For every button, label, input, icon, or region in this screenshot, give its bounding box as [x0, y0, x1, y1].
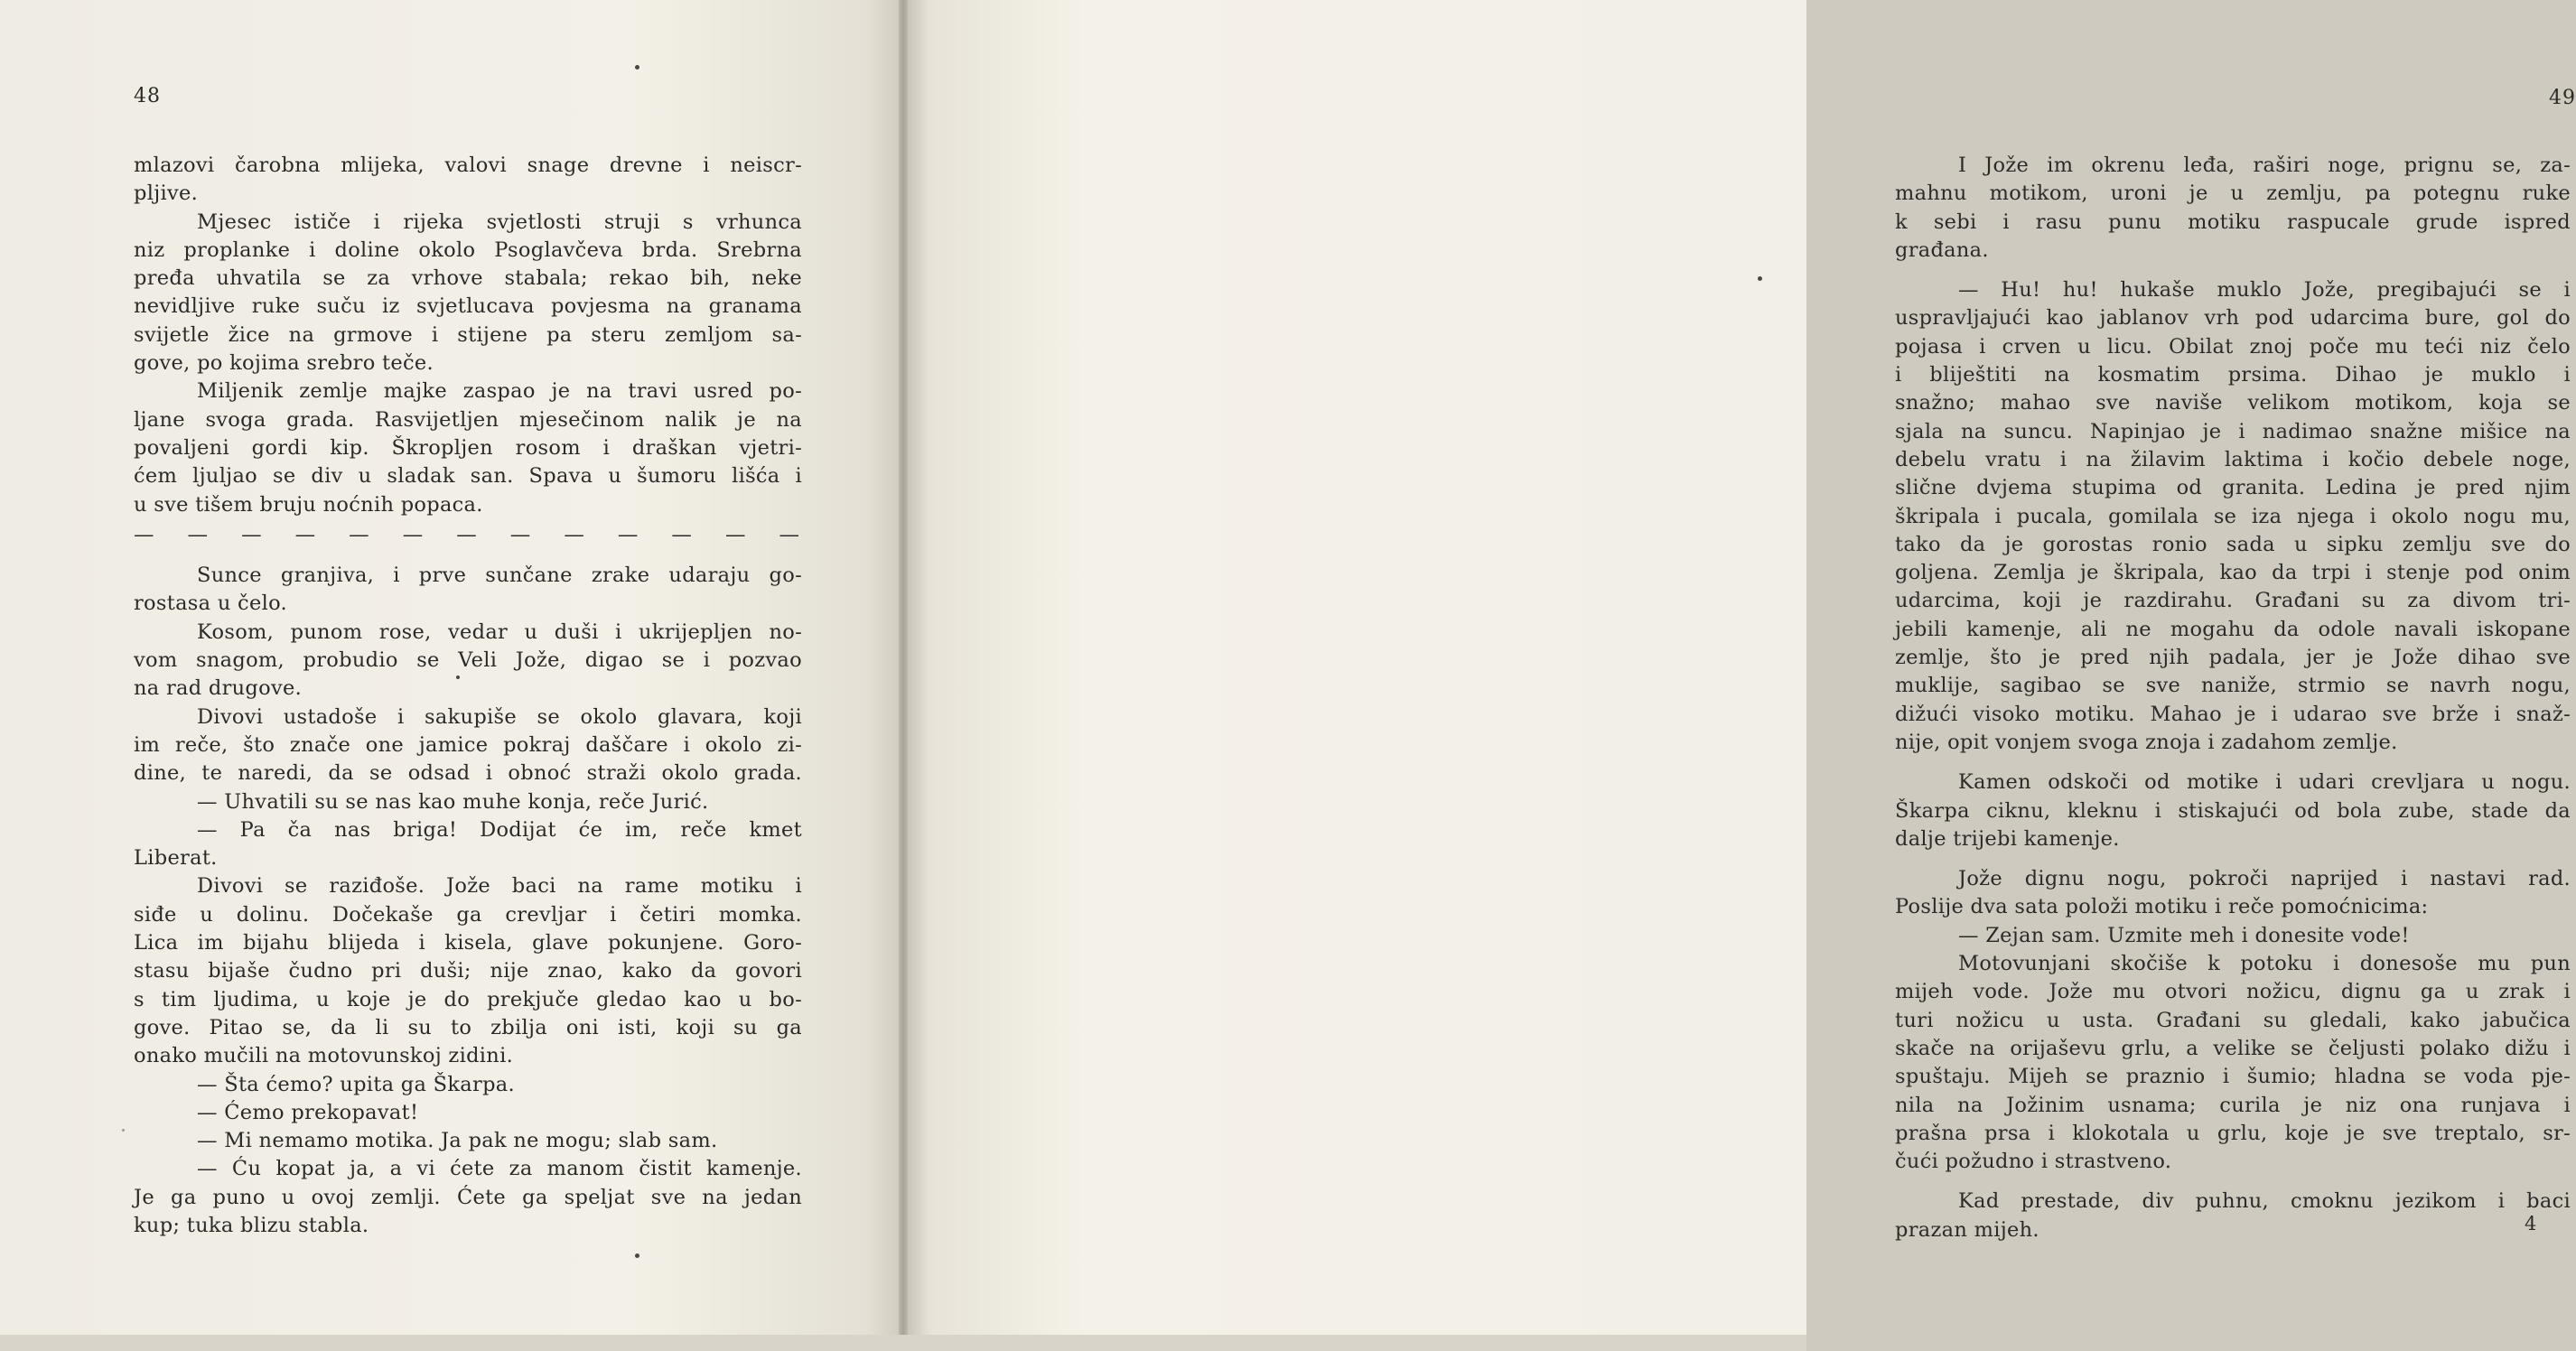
- text-line: siđe u dolinu. Dočekaše ga crevljar i četiri momka.: [134, 902, 802, 927]
- text-line: nevidljive ruke suču iz svjetlucava povjesma na granama: [134, 294, 802, 319]
- text-line: s tim ljudima, u koje je do prekjuče gledao kao u bo-: [134, 987, 802, 1011]
- text-line: — Šta ćemo? upita ga Škarpa.: [197, 1072, 515, 1096]
- text-line: pljive.: [134, 182, 199, 206]
- text-line: Lica im bijahu blijeda i kisela, glave pokunjene. Goro-: [134, 931, 802, 955]
- text-line: Kad prestade, div puhnu, cmoknu jezikom i baci: [1958, 1189, 2571, 1214]
- text-line: Liberat.: [134, 846, 218, 871]
- section-separator: — — — — — — — — — — — — —: [134, 522, 802, 546]
- text-line: ćem ljuljao se div u sladak san. Spava u šumoru lišća i: [134, 464, 802, 489]
- text-line: Jože dignu nogu, pokroči naprijed i nastavi rad.: [1958, 867, 2571, 891]
- text-line: k sebi i rasu punu motiku raspucale grude ispred: [1895, 210, 2571, 234]
- text-line: u sve tišem bruju noćnih popaca.: [134, 492, 483, 517]
- text-line: dalje trijebi kamenje.: [1895, 826, 2120, 851]
- text-line: Kosom, punom rose, vedar u duši i ukrijepljen no-: [197, 620, 802, 644]
- text-line: — Pa ča nas briga! Dodijat će im, reče kmet: [197, 817, 802, 842]
- text-line: nila na Jožinim usnama; curila je niz ona runjava i: [1895, 1093, 2571, 1117]
- book-gutter: [899, 0, 908, 1351]
- text-line: — Uhvatili su se nas kao muhe konja, reče Jurić.: [197, 789, 709, 814]
- text-line: prazan mijeh.: [1895, 1217, 2039, 1242]
- text-line: Miljenik zemlje majke zaspao je na travi usred po-: [197, 379, 802, 404]
- text-line: rostasa u čelo.: [134, 592, 287, 616]
- text-line: spuštaju. Mijeh se praznio i šumio; hladna se voda pje-: [1895, 1065, 2571, 1089]
- text-line: ljane svoga grada. Rasvijetljen mjesečinom nalik je na: [134, 407, 802, 432]
- text-line: nije, opit vonjem svoga znoja i zadahom zemlje.: [1895, 730, 2398, 754]
- text-line: — Hu! hu! hukaše muklo Jože, pregibajući se i: [1958, 278, 2571, 303]
- text-line: gove, po kojima srebro teče.: [134, 351, 434, 376]
- text-line: dine, te naredi, da se odsad i obnoć straži okolo grada.: [134, 761, 802, 786]
- text-line: I Jože im okrenu leđa, raširi noge, prignu se, za-: [1958, 154, 2571, 177]
- text-line: mijeh vode. Jože mu otvori nožicu, dignu ga u zrak i: [1895, 980, 2571, 1004]
- right-page: [903, 0, 2576, 1351]
- text-line: Mjesec ističe i rijeka svjetlosti struji s vrhunca: [197, 210, 802, 234]
- text-line: Poslije dva sata položi motiku i reče pomoćnicima:: [1895, 895, 2429, 919]
- text-line: debelu vratu i na žilavim laktima i kočio debele noge,: [1895, 447, 2571, 471]
- text-line: mahnu motikom, uroni je u zemlju, pa potegnu ruke: [1895, 182, 2571, 206]
- text-line: — Mi nemamo motika. Ja pak ne mogu; slab sam.: [197, 1129, 718, 1153]
- text-line: čući požudno i strastveno.: [1895, 1150, 2172, 1174]
- text-line: turi nožicu u usta. Građani su gledali, kako jabučica: [1895, 1008, 2571, 1032]
- text-line: svijetle žice na grmove i stijene pa steru zemljom sa-: [134, 322, 802, 347]
- text-line: onako mučili na motovunskoj zidini.: [134, 1044, 514, 1068]
- text-line: Kamen odskoči od motike i udari crevljara u nogu.: [1958, 770, 2571, 795]
- text-line: Divovi ustadoše i sakupiše se okolo glavara, koji: [197, 704, 802, 729]
- text-line: gove. Pitao se, da li su to zbilja oni isti, koji su ga: [134, 1015, 802, 1039]
- text-line: škripala i pucala, gomilala se iza njega i okolo nogu mu,: [1895, 504, 2571, 528]
- signature-mark: 4: [2525, 1213, 2538, 1235]
- text-line: — Ću kopat ja, a vi ćete za manom čistit kamenje.: [197, 1157, 802, 1181]
- text-line: snažno; mahao sve naviše velikom motikom, koja se: [1895, 391, 2571, 415]
- text-line: muklije, sagibao se sve naniže, strmio se navrh nogu,: [1895, 674, 2571, 698]
- text-line: uspravljajući kao jablanov vrh pod udarcima bure, gol do: [1895, 306, 2571, 331]
- text-line: Motovunjani skočiše k potoku i donesoše mu pun: [1958, 952, 2571, 976]
- text-line: Sunce granjiva, i prve sunčane zrake udaraju go-: [197, 564, 802, 588]
- text-line: zemlje, što je pred njih padala, jer je Jože dihao sve: [1895, 646, 2571, 670]
- text-line: pređa uhvatila se za vrhove stabala; rekao bih, neke: [134, 266, 802, 291]
- page-number: 49: [2549, 87, 2576, 109]
- text-line: stasu bijaše čudno pri duši; nije znao, kako da govori: [134, 959, 802, 983]
- text-line: kup; tuka blizu stabla.: [134, 1213, 369, 1237]
- page-number: 48: [134, 85, 161, 107]
- text-line: i bliještiti na kosmatim prsima. Dihao je muklo i: [1895, 363, 2571, 387]
- text-line: skače na orijaševu grlu, a velike se čeljusti polako dižu i: [1895, 1036, 2571, 1060]
- text-line: slične dvjema stupima od granita. Ledina je pred njim: [1895, 476, 2571, 500]
- text-line: — Ćemo prekopavat!: [197, 1100, 419, 1124]
- text-line: Je ga puno u ovoj zemlji. Ćete ga speljat sve na jedan: [134, 1185, 802, 1209]
- left-page: [0, 0, 903, 1351]
- text-line: pojasa i crven u licu. Obilat znoj poče mu teći niz čelo: [1895, 334, 2571, 359]
- text-line: mlazovi čarobna mlijeka, valovi snage drevne i neiscr-: [134, 154, 802, 177]
- text-line: na rad drugove.: [134, 676, 303, 701]
- text-line: vom snagom, probudio se Veli Jože, digao se i pozvao: [134, 648, 802, 673]
- text-line: prašna prsa i klokotala u grlu, koje je sve treptalo, sr-: [1895, 1121, 2571, 1145]
- text-line: povaljeni gordi kip. Škropljen rosom i draškan vjetri-: [134, 435, 802, 460]
- text-line: Divovi se raziđoše. Jože baci na rame motiku i: [197, 874, 802, 899]
- text-line: dižući visoko motiku. Mahao je i udarao sve brže i snaž-: [1895, 702, 2571, 726]
- right-page-text: [1895, 152, 2571, 1244]
- text-line: Škarpa ciknu, kleknu i stiskajući od bola zube, stade da: [1895, 798, 2571, 823]
- page-bottom-edge: [0, 1335, 1806, 1351]
- text-line: goljena. Zemlja je škripala, kao da trpi i stenje pod onim: [1895, 561, 2571, 585]
- text-line: — Zejan sam. Uzmite meh i donesite vode!: [1958, 923, 2410, 947]
- text-line: jebili kamenje, ali ne mogahu da odole navali iskopane: [1895, 617, 2571, 641]
- left-page-text: [134, 152, 802, 1240]
- text-line: građana.: [1895, 238, 1989, 262]
- text-line: niz proplanke i doline okolo Psoglavčeva brda. Srebrna: [134, 238, 802, 262]
- text-line: sjala na suncu. Napinjao je i nadimao snažne mišice na: [1895, 419, 2571, 443]
- text-line: im reče, što znače one jamice pokraj daščare i okolo zi-: [134, 732, 802, 757]
- text-line: tako da je gorostas ronio sada u sipku zemlju sve do: [1895, 532, 2571, 556]
- text-line: udarcima, koji je razdirahu. Građani su za divom tri-: [1895, 589, 2571, 613]
